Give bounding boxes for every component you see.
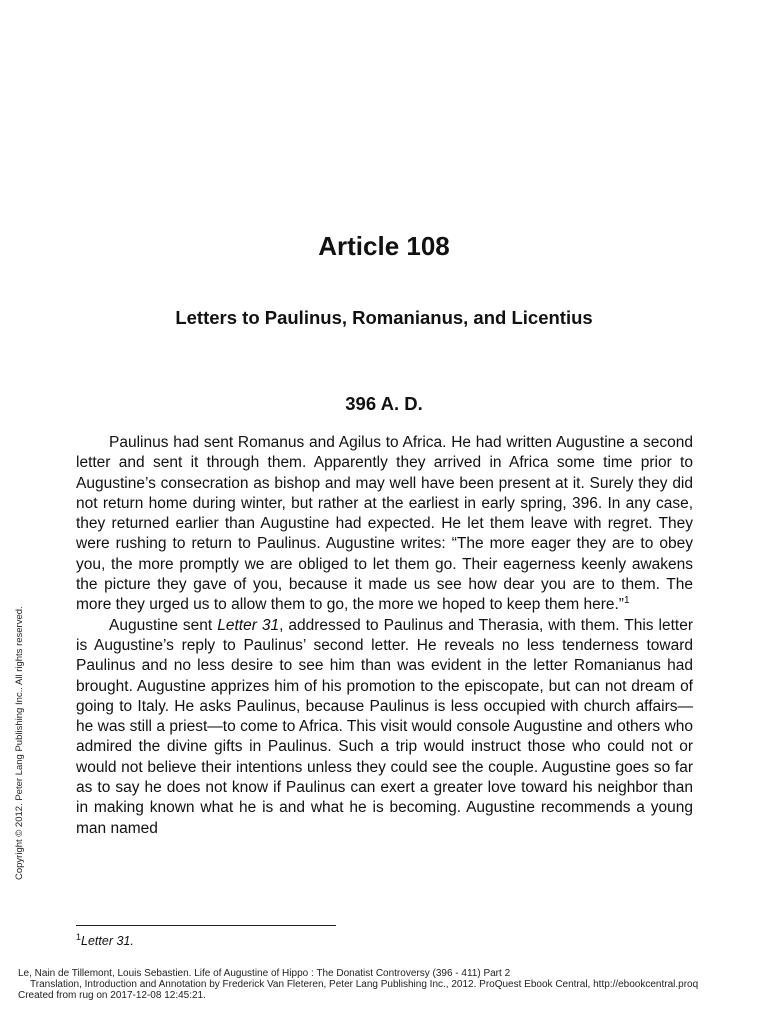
citation-footer: [18, 968, 768, 1001]
paragraph-2-lead: Augustine sent: [109, 616, 218, 634]
footnote-number: 1: [76, 931, 82, 942]
footnote-divider: [76, 925, 336, 926]
citation-line-1: Le, Nain de Tillemont, Louis Sebastien. Life of Augustine of Hippo : The Donatist Controversy (396 - 411) Part 2: [18, 968, 511, 979]
citation-line-2[interactable]: Translation, Introduction and Annotation by Frederick Van Fleteren, Peter Lang Publishing Inc., 2012. ProQuest Ebook Central, http://ebookcentral.proq: [30, 979, 699, 990]
paragraph-2-text: , addressed to Paulinus and Therasia, with them. This letter is Augustine’s reply to Paulinus’ second letter. He reveals no less tenderness toward Paulinus and no less desire to see him than was evident in the letter Romanianus had brought. Augustine apprizes him of his promotion to the episcopate, but can not dream of going to Italy. He asks Paulinus, because Paulinus is less occupied with church affairs—he was still a priest—to come to Africa. This visit would console Augustine and others who admired the divine gifts in Paulinus. Such a trip would instruct those who could not or would not believe their intentions unless they could see the couple. Augustine goes so far as to say he does not know if Paulinus can exert a greater love toward his neighbor than in making known what he is and what he is becoming. Augustine recommends a young man named: [76, 616, 694, 837]
citation-line-3: Created from rug on 2017-12-08 12:45:21.: [18, 990, 206, 1001]
letter-title-italic: Letter 31: [217, 616, 280, 634]
article-title: Article 108: [318, 231, 450, 261]
footnote-reference-1[interactable]: 1: [623, 595, 630, 607]
article-subtitle: Letters to Paulinus, Romanianus, and Licentius: [175, 307, 593, 328]
footnote-text: Letter 31.: [81, 934, 134, 948]
body-paragraph-2: [76, 616, 693, 839]
footnote: [76, 932, 134, 950]
body-paragraph-1: [76, 433, 693, 616]
paragraph-1-text: Paulinus had sent Romanus and Agilus to Africa. He had written Augustine a second letter and sent it through them. Apparently they arrived in Africa some time prior to Augustine’s consecration as bishop and may well have been present at it. Surely they did not return home during winter, but rather at the earliest in early spring, 396. In any case, they returned earlier than Augustine had expected. He let them leave with regret. They were rushing to return to Paulinus. Augustine writes: “The more eager they are to obey you, the more promptly we are obliged to let them go. Their eagerness keenly awakens the picture they gave of you, because it made us see how dear you are to them. The more they urged us to allow them to go, the more we hoped to keep them here.”: [76, 434, 693, 614]
copyright-notice: Copyright © 2012. Peter Lang Publishing Inc.. All rights reserved.: [14, 606, 25, 880]
article-date: 396 A. D.: [345, 393, 423, 414]
article-body: [76, 433, 693, 839]
